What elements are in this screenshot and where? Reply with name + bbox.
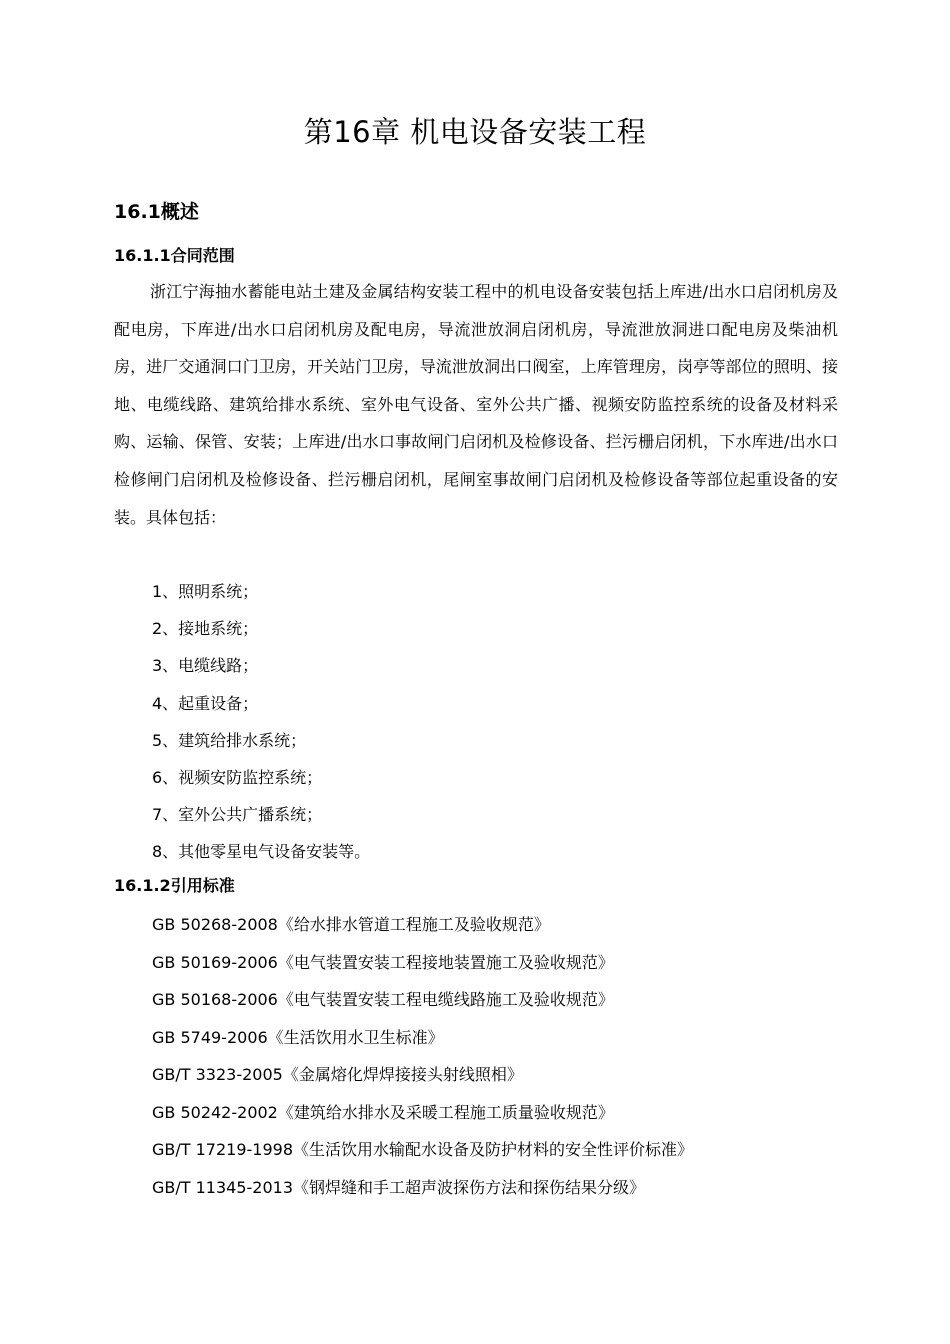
list-item: 7、室外公共广播系统； [152, 805, 323, 825]
list-item: 1、照明系统； [152, 582, 259, 601]
section-heading: 16.1概述 [114, 201, 199, 223]
standard-item: GB 50268-2008《给水排水管道工程施工及验收规范》 [152, 915, 550, 934]
standard-item: GB 50169-2006《电气装置安装工程接地装置施工及验收规范》 [152, 952, 614, 972]
standard-item: GB/T 3323-2005《金属熔化焊焊接接头射线照相》 [152, 1065, 523, 1084]
standard-item: GB 50242-2002《建筑给水排水及采暖工程施工质量验收规范》 [152, 1102, 614, 1122]
list-item: 3、电缆线路； [152, 656, 259, 676]
subsection-heading-referenced-standards: 16.1.2引用标准 [114, 876, 235, 895]
list-item: 8、其他零星电气设备安装等。 [152, 842, 371, 862]
chapter-title: 第16章 机电设备安装工程 [303, 115, 647, 149]
list-item: 6、视频安防监控系统； [152, 767, 323, 787]
standard-item: GB/T 11345-2013《钢焊缝和手工超声波探伤方法和探伤结果分级》 [152, 1177, 646, 1197]
list-item: 5、建筑给排水系统； [152, 730, 307, 750]
standards-list [152, 906, 693, 1206]
standard-item: GB 50168-2006《电气装置安装工程电缆线路施工及验收规范》 [152, 990, 614, 1009]
scope-item-list [152, 573, 370, 871]
standard-item: GB 5749-2006《生活饮用水卫生标准》 [152, 1027, 444, 1047]
list-item: 2、接地系统； [152, 619, 259, 639]
standard-item: GB/T 17219-1998《生活饮用水输配水设备及防护材料的安全性评价标准》 [152, 1140, 694, 1159]
contract-scope-paragraph: 浙江宁海抽水蓄能电站土建及金属结构安装工程中的机电设备安装包括上库进/出水口启闭机房及配电房，下库进/出水口启闭机房及配电房，导流泄放洞启闭机房，导流泄放洞进口配电房及柴油机房，进厂交通洞口门卫房，开关站门卫房，导流泄放洞出口阀室，上库管理房，岗亭等部位的照明、接地、电缆线路、建筑给排水系统、室外电气设备、室外公共广播、视频安防监控系统的设备及材料采购、运输、保管、安装；上库进/出水口事故闸门启闭机及检修设备、拦污栅启闭机，下水库进/出水口检修闸门启闭机及检修设备、拦污栅启闭机，尾闸室事故闸门启闭机及检修设备等部位起重设备的安装。具体包括： [114, 282, 838, 527]
list-item: 4、起重设备； [152, 693, 259, 713]
subsection-heading-contract-scope: 16.1.1合同范围 [114, 246, 235, 265]
